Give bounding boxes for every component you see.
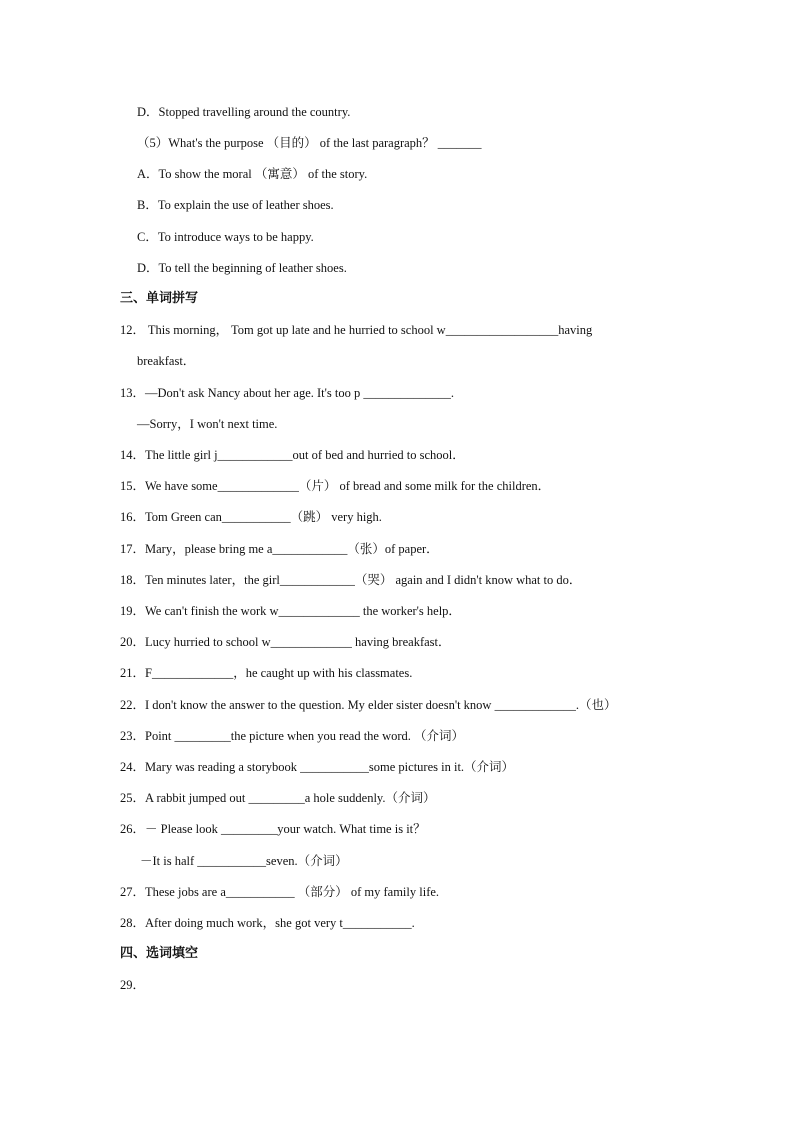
question-20: 20．Lucy hurried to school w_____________ having breakfast． (120, 635, 451, 649)
question-16: 16．Tom Green can___________（跳） very high. (120, 510, 382, 524)
question-14: 14．The little girl j____________out of bed and hurried to school． (120, 448, 465, 462)
question-17: 17．Mary，please bring me a____________（张）of paper． (120, 542, 439, 556)
question-18: 18．Ten minutes later，the girl____________（哭） again and I didn't know what to do． (120, 573, 582, 587)
q11-4-option-d: D．Stopped travelling around the country. (137, 105, 351, 119)
question-15: 15．We have some_____________（片） of bread and some milk for the children． (120, 479, 551, 493)
question-27: 27．These jobs are a___________ （部分） of my family life. (120, 885, 440, 899)
question-25: 25．A rabbit jumped out _________a hole suddenly.（介词） (120, 791, 436, 805)
question-21: 21．F_____________，he caught up with his classmates. (120, 666, 413, 680)
question-24: 24．Mary was reading a storybook ___________some pictures in it.（介词） (120, 760, 515, 774)
question-13-reply: —Sorry，I won't next time. (137, 417, 278, 431)
question-28: 28．After doing much work，she got very t___________. (120, 916, 415, 930)
question-12-continued: breakfast． (137, 354, 196, 368)
section-3-heading: 三、单词拼写 (120, 291, 199, 306)
q11-5-option-d: D．To tell the beginning of leather shoes. (137, 261, 347, 275)
question-22: 22．I don't know the answer to the question. My elder sister doesn't know _____________.（也） (120, 698, 617, 712)
question-13: 13．—Don't ask Nancy about her age. It's too p ______________. (120, 386, 454, 400)
question-26: 26．－ Please look _________your watch. What time is it？ (120, 822, 426, 836)
question-29: 29． (120, 978, 146, 992)
question-12: 12． This morning， Tom got up late and he hurried to school w__________________having (120, 323, 593, 337)
q11-5-option-b: B．To explain the use of leather shoes. (137, 198, 334, 212)
question-23: 23．Point _________the picture when you read the word. （介词） (120, 729, 465, 743)
q11-5-option-a: A．To show the moral （寓意） of the story. (137, 167, 368, 181)
section-4-heading: 四、选词填空 (120, 946, 199, 961)
q11-5-question: （5）What's the purpose （目的） of the last paragraph？ _______ (137, 136, 482, 150)
question-19: 19．We can't finish the work w_____________ the worker's help． (120, 604, 461, 618)
question-26-reply: －It is half ___________seven.（介词） (140, 854, 348, 868)
q11-5-option-c: C．To introduce ways to be happy. (137, 230, 314, 244)
